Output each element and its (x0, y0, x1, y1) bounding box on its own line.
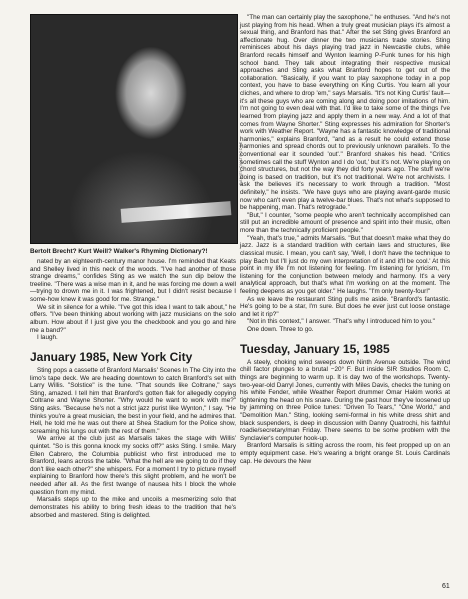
body-paragraph: nated by an eighteenth-century manor house. I'm reminded that Keats and Shelley lived in this neck of the woods. "I've had another of those strange dreams," confides Sting as we watch the sun dip below the treeline. "There was a wise man in it, and he was forcing me down a well—trying to drown me in it. I was frightened, but I didn't resist because I some-how knew it was good for me. Strange." (30, 258, 236, 304)
body-paragraph: We sit in silence for a while. "I've got this idea I want to talk about," he offers. "I've been thinking about working with jazz musicians on the solo album. How about if I just give you the checkbook and you go and hire me a band?" (30, 303, 236, 334)
page-number: 61 (442, 583, 450, 590)
body-paragraph: A steely, choking wind sweeps down Ninth Avenue outside. The wind chill factor plunges to a brutal −20° F. But inside SIR Studios Room C, things are beginning to warm up. It is day two of the workshops. Twenty-two-year-old Darryl Jones, currently with Miles Davis, checks the tuning on his white Fender, while Weather Report drummer Omar Hakim works at tightening the head on his snare. During the past hour they've loosened up by jamming on three Police tunes: "Driven To Tears," "One World," and "Demolition Man." Sting, looking semi-formal in his white dress shirt and black suspenders, is deep in discussion with Danny Quatrochi, his faithful roadie/secretary/man Friday. There seems to be some problem with the Synclavier's computer hook-up. (240, 358, 450, 442)
body-paragraph: Marsalis steps up to the mike and uncoils a mesmerizing solo that demonstrates his ability to bring fresh ideas to the tradition that he's absorbed and mastered. Sting is delighted. (30, 496, 236, 519)
body-paragraph: I laugh. (37, 334, 58, 342)
body-paragraph: As we leave the restaurant Sting pulls me aside. "Branford's fantastic. He's going to be a star, I'm sure. But does he ever just cut loose onstage and let it rip?" (240, 295, 450, 318)
guitar-neck (121, 201, 232, 223)
photo-caption: Bertolt Brecht? Kurt Weill? Walker's Rhyming Dictionary?! (30, 248, 208, 255)
body-paragraph: Sting pops a cassette of Branford Marsalis' Scenes In The City into the limo's tape deck. We are heading downtown to catch Branford's set with Larry Willis. "Solstice" is the tune. "That sounds like Coltrane," says Sting, amazed. I tell him that Branford's gotten flak for allegedly copying Coltrane and Wayne Shorter. "Why would he want to work with me?" Sting asks. "Because he's not a strict jazz purist like Wynton," I say. "He thinks you're a great musician, the best in your field, and he admires that. Hell, he told me he was out there at Shea Stadium for the Police show, screaming his lungs out with the rest of them." (30, 366, 236, 435)
body-paragraph: Branford Marsalis is sitting across the room, his feet propped up on an empty equipment case. He's wearing a bright orange St. Louis Cardinals cap. He devours the New (240, 442, 450, 465)
section-heading: January 1985, New York City (30, 349, 193, 364)
right-column (240, 14, 450, 465)
body-paragraph: "Yeah, that's true," admits Marsalis. "But that doesn't make what they do jazz. Jazz is a standard tradition with certain laws and structures, like classical music. I mean, you can't say, 'Well, I don't have the technique to play Bach but I'll just do my own interpretation of it and it'll be cool.' At this point in my life I'm not listening for feeling. I'm listening for lyricism, I'm listening for the conjunction between melody and harmony. It's a very analytical approach, but that's what I'm working on at the moment. The feeling deepens as you get older." He laughs. "I'm only twenty-four!" (240, 234, 450, 295)
body-paragraph: "But," I counter, "some people who aren't technically accomplished can still put an incredible amount of presence and spirit into their music, often more than the technically proficient people." (240, 211, 450, 235)
body-paragraph: "The man can certainly play the saxophone," he enthuses. "And he's not just playing from his head. When a truly great musician plays it's almost a sexual thing, and Branford has that." After the set Sting gives Branford an affectionate hug. Over dinner the two musicians trade stories. Sting reminisces about his days playing trad jazz in Newcastle clubs, while Branford recalls himself and Wynton learning P-Funk tunes for his high school band. They talk about integrating their respective musical approaches and Sting asks what Branford hopes to get out of the collaboration. "Basically, if you want to play saxophone today in a pop context, you have to base everything on King Curtis. You learn all your cliches, and where to drop 'em," says Marsalis. "It's not King Curtis' fault—it's all these guys who are coming along and doing poor imitations of him. I'm not going to even deal with that. I'd like to take some of the things I've learned from playing jazz and apply them in a new way. And a lot of that comes from Wayne Shorter." Sting expresses his admiration for Shorter's work with Weather Report. "Wayne has a fantastic knowledge of traditional harmonies," explains Branford, "and as a result he could extend those harmonies and spread chords out to previously unknown parallels. To the conventional ear it sounded 'out'." Branford shakes his head. "Critics sometimes call the stuff Wynton and I do 'out,' but it's not. We're playing on chord structures, but not the way they did forty years ago. The stuff we're doing is based on tradition, but it's not traditional. We're not archivists. I ask the believes it's necessary to work through a tradition. "Most definitely," he insists. "We have guys who are playing avant-garde music now who can't even play a twelve-bar blues. That's not what's supposed to be happening, man. That's retrograde." (240, 14, 450, 212)
body-paragraph: One down. Three to go. (247, 325, 314, 333)
body-paragraph: "Not in this context," I answer. "That's why I introduced him to you." (247, 318, 435, 326)
sting-photo (30, 14, 243, 244)
left-column (30, 14, 243, 519)
photo-credit: DANIEL QUATROCHE (239, 141, 243, 185)
section-heading: Tuesday, January 15, 1985 (240, 341, 390, 356)
body-paragraph: We arrive at the club just as Marsalis takes the stage with Willis' quintet. "So is this gonna knock my socks off?" asks Sting. I smile. Mary Ellen Cabrero, the Columbia publicist who first introduced me to Branford, leans across the table. "What the hell are we going to do if they don't like each other?" she whispers. For a moment I try to picture myself explaining to Branford how there's this slight problem, and he won't be needed after all. As the first twange of nausea hits I block the whole question from my mind. (30, 435, 236, 496)
